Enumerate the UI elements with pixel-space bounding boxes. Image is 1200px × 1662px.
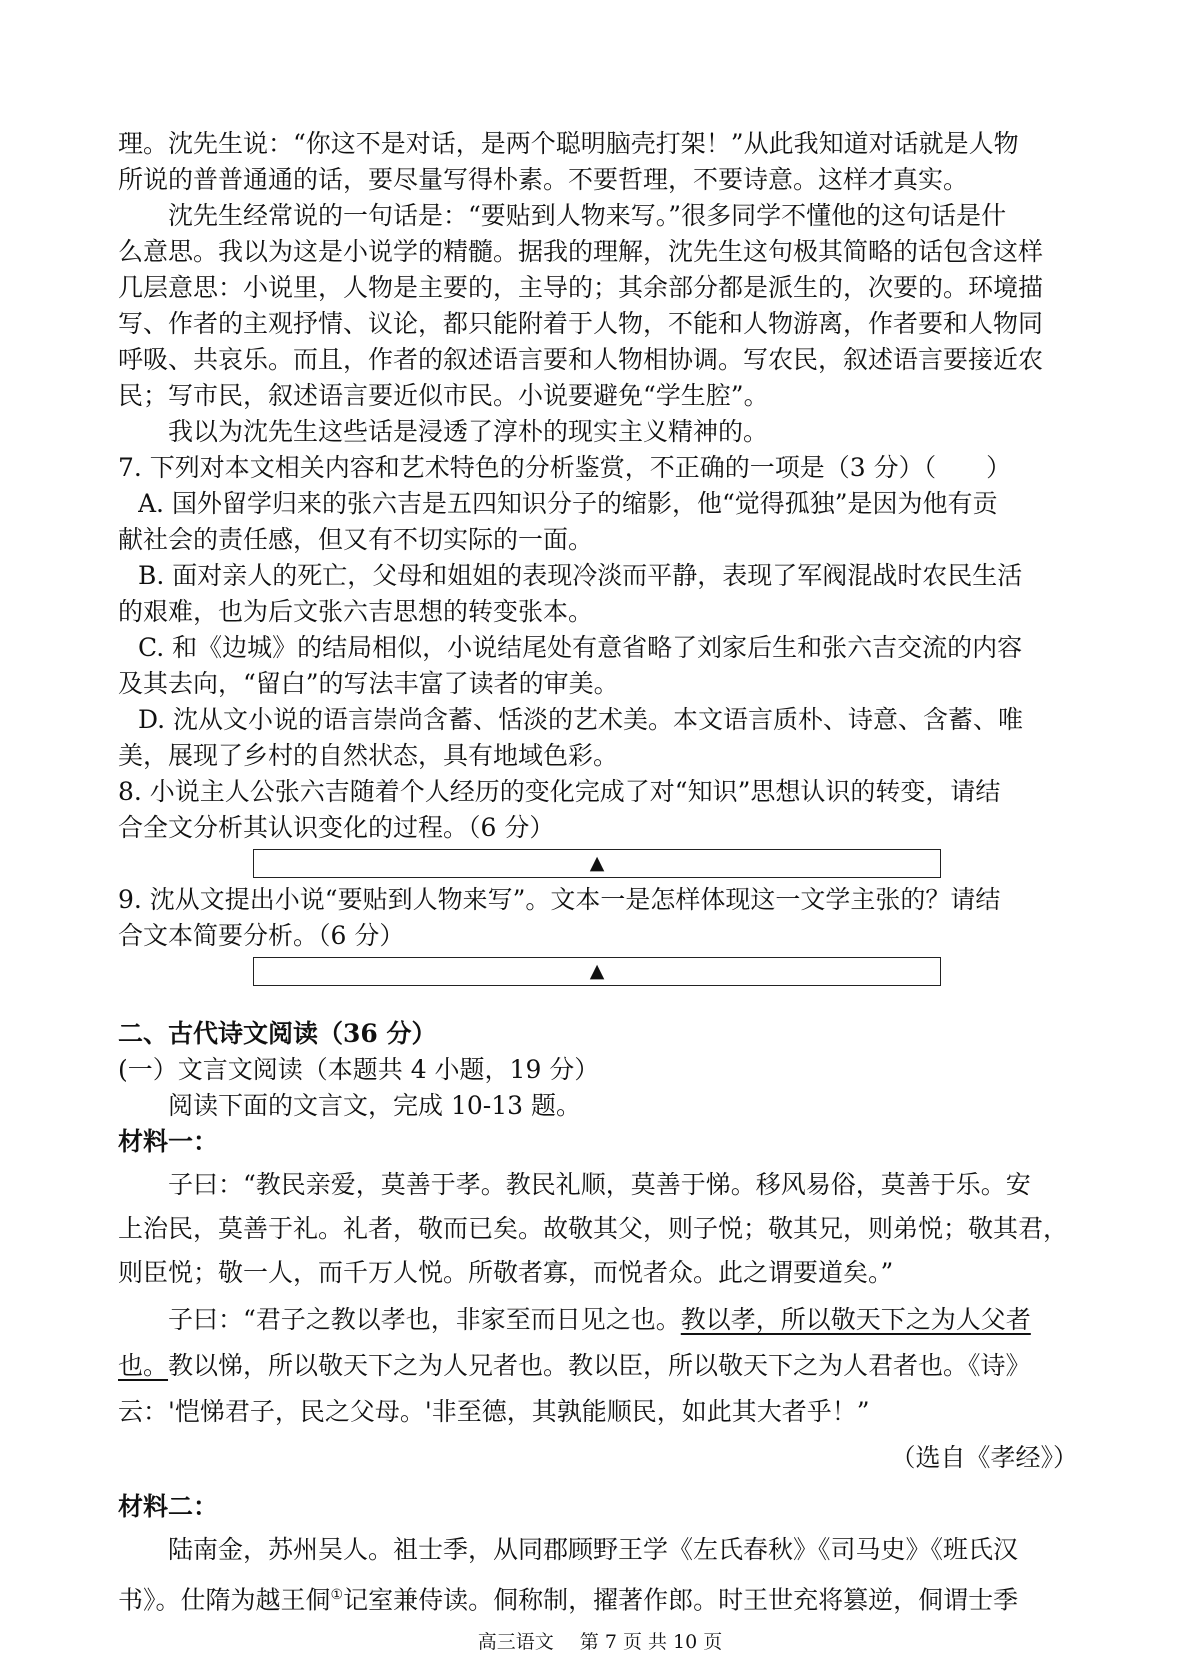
passage-line: 几层意思：小说里，人物是主要的，主导的；其余部分都是派生的，次要的。环境描 — [118, 273, 1044, 302]
material-1-line — [118, 1347, 1078, 1385]
material-1-line: 上治民，莫善于礼。礼者，敬而已矣。故敬其父，则子悦；敬其兄，则弟悦；敬其君， — [118, 1214, 1069, 1243]
footer-page-info: 第 7 页 共 10 页 — [579, 1631, 723, 1653]
page-footer — [0, 1630, 1200, 1654]
question-9-stem: 9. 沈从文提出小说“要贴到人物来写”。文本一是怎样体现这一文学主张的？请结 — [118, 885, 1001, 914]
passage-line: 沈先生经常说的一句话是：“要贴到人物来写。”很多同学不懂他的这句话是什 — [168, 201, 1007, 230]
passage-line: 所说的普普通通的话，要尽量写得朴素。不要哲理，不要诗意。这样才真实。 — [118, 165, 969, 194]
passage-line: 写、作者的主观抒情、议论，都只能附着于人物，不能和人物游离，作者要和人物同 — [118, 309, 1044, 338]
material-1-line: 云：'恺悌君子，民之父母。'非至德，其孰能顺民，如此其大者乎！” — [118, 1397, 870, 1426]
material-2-line — [118, 1576, 1078, 1619]
section-title: 二、古代诗文阅读（36 分） — [118, 1019, 437, 1048]
material-1-line: 子曰：“教民亲爱，莫善于孝。教民礼顺，莫善于悌。移风易俗，莫善于乐。安 — [168, 1170, 1031, 1199]
answer-box-q9[interactable] — [253, 957, 941, 986]
instruction: 阅读下面的文言文，完成 10-13 题。 — [168, 1091, 581, 1120]
underlined-sentence: 也。 — [118, 1351, 169, 1380]
underlined-sentence: 教以孝，所以敬天下之为人父者 — [680, 1305, 1031, 1334]
question-9-stem-cont: 合文本简要分析。（6 分） — [118, 921, 405, 950]
material-2-line: 陆南金，苏州吴人。祖士季，从同郡顾野王学《左氏春秋》《司马史》《班氏汉 — [168, 1535, 1019, 1564]
question-8-stem: 8. 小说主人公张六吉随着个人经历的变化完成了对“知识”思想认识的转变，请结 — [118, 777, 1001, 806]
plain-text: 教以悌，所以敬天下之为人兄者也。教以臣，所以敬天下之为人君者也。《诗》 — [168, 1351, 1031, 1380]
answer-mark: ▲ — [589, 852, 605, 874]
footnote-marker: ① — [330, 1587, 344, 1603]
option-b-cont: 的艰难，也为后文张六吉思想的转变张本。 — [118, 597, 594, 626]
material-1-label: 材料一： — [118, 1127, 219, 1156]
passage-line: 民；写市民，叙述语言要近似市民。小说要避免“学生腔”。 — [118, 381, 769, 410]
material-1-line: 则臣悦；敬一人，而千万人悦。所敬者寡，而悦者众。此之谓要道矣。” — [118, 1258, 894, 1287]
passage-line: 我以为沈先生这些话是浸透了淳朴的现实主义精神的。 — [168, 417, 769, 446]
option-a: A. 国外留学归来的张六吉是五四知识分子的缩影，他“觉得孤独”是因为他有贡 — [138, 489, 998, 518]
material-1-source: （选自《孝经》） — [890, 1443, 1078, 1472]
plain-text: 书》。仕隋为越王侗 — [118, 1585, 331, 1615]
plain-text: 记室兼侍读。侗称制，擢著作郎。时王世充将篡逆，侗谓士季 — [343, 1585, 1019, 1615]
material-2-label: 材料二： — [118, 1492, 219, 1521]
subsection-title: (一）文言文阅读（本题共 4 小题，19 分） — [118, 1055, 600, 1084]
passage-line: 呼吸、共哀乐。而且，作者的叙述语言要和人物相协调。写农民，叙述语言要接近农 — [118, 345, 1044, 374]
option-b: B. 面对亲人的死亡，父母和姐姐的表现冷淡而平静，表现了军阀混战时农民生活 — [138, 561, 1023, 590]
option-c-cont: 及其去向，“留白”的写法丰富了读者的审美。 — [118, 669, 619, 698]
passage-line: 理。沈先生说：“你这不是对话，是两个聪明脑壳打架！”从此我知道对话就是人物 — [118, 129, 1019, 158]
option-c: C. 和《边城》的结局相似，小说结尾处有意省略了刘家后生和张六吉交流的内容 — [138, 633, 1023, 662]
answer-mark: ▲ — [589, 960, 605, 982]
plain-text: 子曰：“君子之教以孝也，非家至而日见之也。 — [168, 1305, 681, 1334]
question-7-stem: 7. 下列对本文相关内容和艺术特色的分析鉴赏，不正确的一项是（3 分）（ ） — [118, 453, 1012, 482]
option-d: D. 沈从文小说的语言崇尚含蓄、恬淡的艺术美。本文语言质朴、诗意、含蓄、唯 — [138, 705, 1024, 734]
answer-box-q8[interactable] — [253, 849, 941, 878]
footer-subject: 高三语文 — [477, 1631, 554, 1653]
option-a-cont: 献社会的责任感，但又有不切实际的一面。 — [118, 525, 594, 554]
passage-line: 么意思。我以为这是小说学的精髓。据我的理解，沈先生这句极其简略的话包含这样 — [118, 237, 1044, 266]
question-8-stem-cont: 合全文分析其认识变化的过程。（6 分） — [118, 813, 555, 842]
material-1-line — [168, 1301, 1078, 1339]
option-d-cont: 美，展现了乡村的自然状态，具有地域色彩。 — [118, 741, 619, 770]
